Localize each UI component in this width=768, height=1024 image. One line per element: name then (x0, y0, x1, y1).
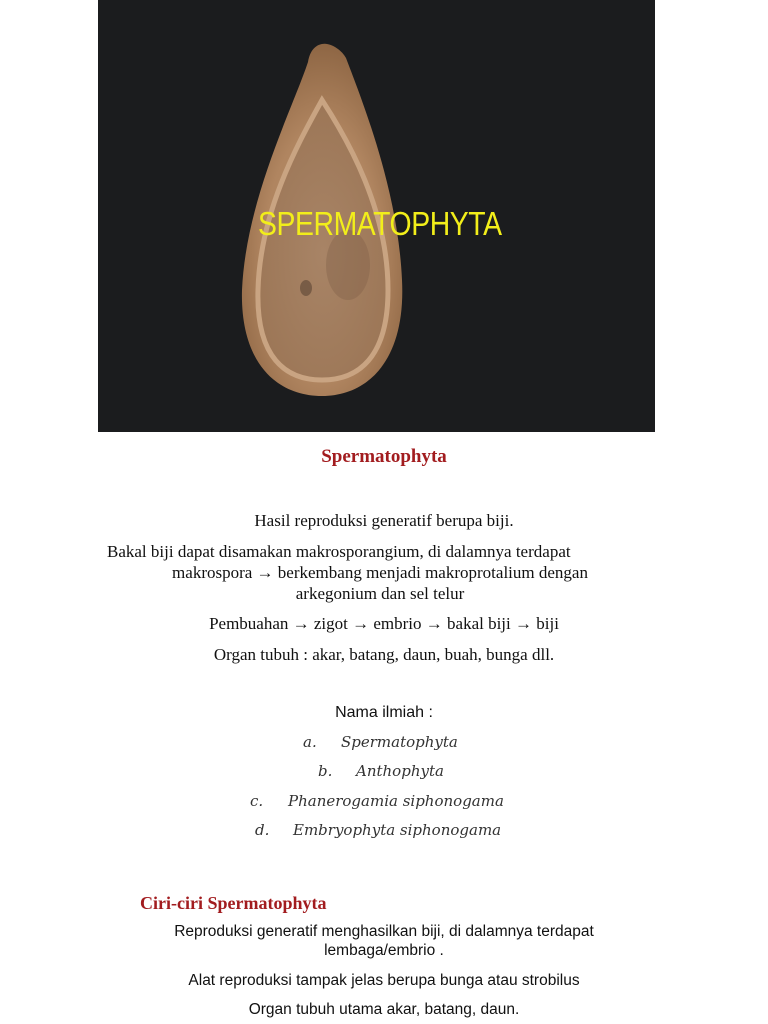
ciri-line-3: Alat reproduksi tampak jelas berupa bunga atau strobilus (188, 972, 580, 989)
scientific-name-item (250, 792, 504, 810)
scientific-name-item (303, 733, 458, 751)
scientific-name-item (318, 762, 444, 780)
scientific-name: Embryophyta siphonogama (293, 821, 502, 839)
list-letter: c. (250, 792, 264, 810)
list-letter: a. (303, 733, 317, 751)
scientific-name: Anthophyta (356, 762, 444, 780)
pembuahan-line: Pembuahan → zigot → embrio → bakal biji → biji (209, 614, 559, 633)
scientific-name: Spermatophyta (341, 733, 458, 751)
list-letter: d. (255, 821, 270, 839)
ciri-line-4: Organ tubuh utama akar, batang, daun. (248, 1001, 520, 1018)
seed-photo (98, 0, 655, 432)
nama-ilmiah-label: Nama ilmiah : (335, 704, 433, 721)
ciri-line-2: lembaga/embrio . (324, 942, 444, 959)
bakal-line-2: makrospora → berkembang menjadi makroprotalium dengan (172, 563, 588, 582)
organ-line: Organ tubuh : akar, batang, daun, buah, bunga dll. (213, 645, 555, 664)
page-title: Spermatophyta (321, 446, 447, 467)
list-letter: b. (318, 762, 333, 780)
ciri-line-1: Reproduksi generatif menghasilkan biji, di dalamnya terdapat (174, 923, 594, 940)
photo-overlay-label: SPERMATOPHYTA (258, 205, 502, 242)
scientific-name-item (255, 821, 501, 839)
scientific-name: Phanerogamia siphonogama (288, 792, 504, 810)
ciri-ciri-heading: Ciri-ciri Spermatophyta (140, 893, 327, 913)
bakal-line-3: arkegonium dan sel telur (295, 584, 465, 603)
hasil-line: Hasil reproduksi generatif berupa biji. (254, 511, 514, 530)
bakal-biji-paragraph (100, 541, 660, 604)
bakal-line-1: Bakal biji dapat disamakan makrosporangium, di dalamnya terdapat (107, 542, 571, 561)
